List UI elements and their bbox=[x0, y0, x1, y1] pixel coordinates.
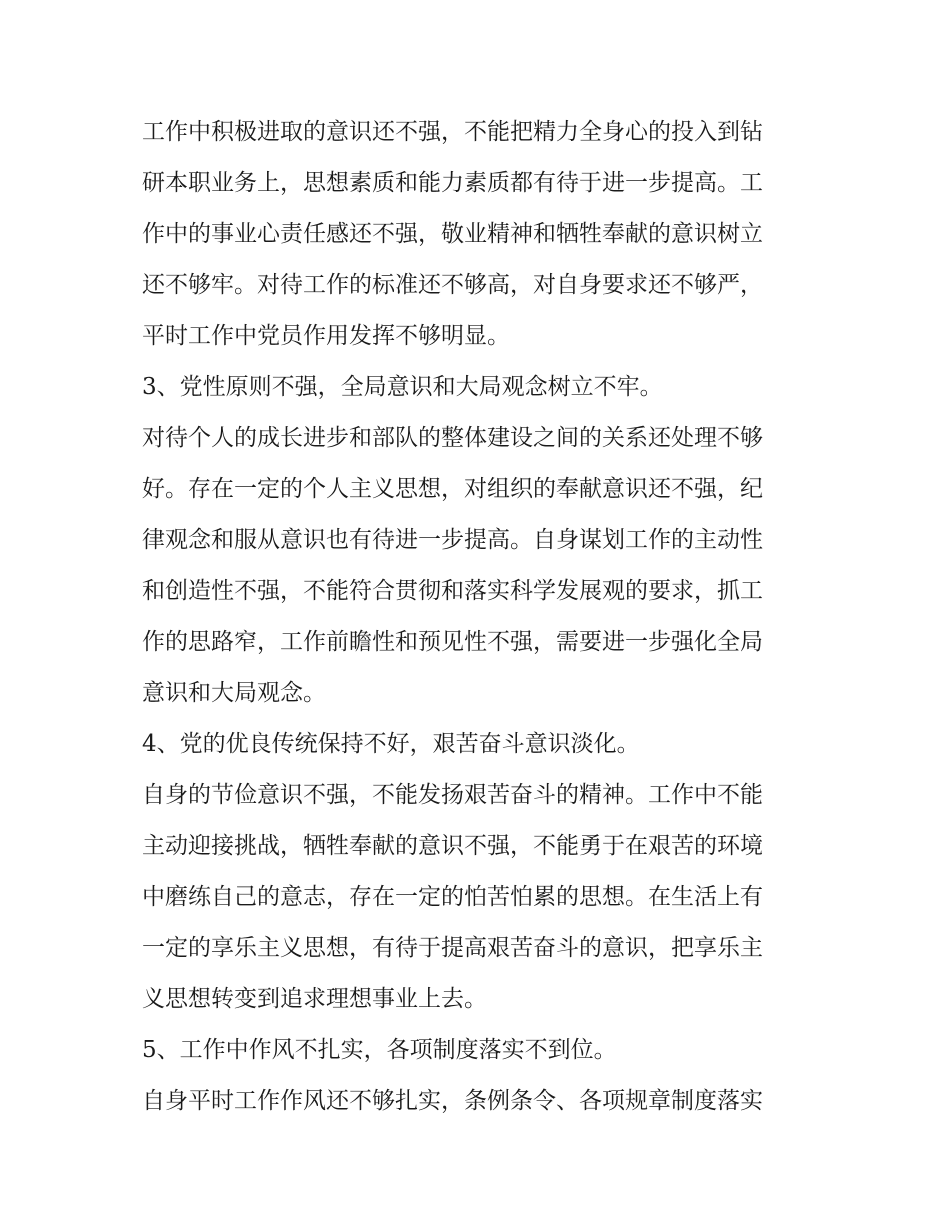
document-body bbox=[142, 107, 814, 1127]
text-line: 对待个人的成长进步和部队的整体建设之间的关系还处理不够 bbox=[142, 425, 763, 451]
text-line: 中磨练自己的意志，存在一定的怕苦怕累的思想。在生活上有 bbox=[142, 884, 763, 910]
text-line: 自身平时工作作风还不够扎实，条例条令、各项规章制度落实 bbox=[142, 1088, 763, 1114]
text-line: 平时工作中党员作用发挥不够明显。 bbox=[142, 323, 510, 349]
section-heading: 5、工作中作风不扎实，各项制度落实不到位。 bbox=[142, 1037, 617, 1063]
text-line: 自身的节俭意识不强，不能发扬艰苦奋斗的精神。工作中不能 bbox=[142, 782, 763, 808]
text-line: 义思想转变到追求理想事业上去。 bbox=[142, 986, 487, 1012]
text-line: 研本职业务上，思想素质和能力素质都有待于进一步提高。工 bbox=[142, 170, 763, 196]
text-line: 和创造性不强，不能符合贯彻和落实科学发展观的要求，抓工 bbox=[142, 578, 763, 604]
text-line: 工作中积极进取的意识还不强，不能把精力全身心的投入到钻 bbox=[142, 119, 763, 145]
text-line: 一定的享乐主义思想，有待于提高艰苦奋斗的意识，把享乐主 bbox=[142, 935, 763, 961]
text-line: 律观念和服从意识也有待进一步提高。自身谋划工作的主动性 bbox=[142, 527, 763, 553]
text-line: 主动迎接挑战，牺牲奉献的意识不强，不能勇于在艰苦的环境 bbox=[142, 833, 763, 859]
text-line: 还不够牢。对待工作的标准还不够高，对自身要求还不够严， bbox=[142, 272, 763, 298]
text-line: 意识和大局观念。 bbox=[142, 680, 326, 706]
text-line: 作的思路窄，工作前瞻性和预见性不强，需要进一步强化全局 bbox=[142, 629, 763, 655]
section-heading: 3、党性原则不强，全局意识和大局观念树立不牢。 bbox=[142, 374, 663, 400]
text-line: 好。存在一定的个人主义思想，对组织的奉献意识还不强，纪 bbox=[142, 476, 763, 502]
section-heading: 4、党的优良传统保持不好，艰苦奋斗意识淡化。 bbox=[142, 731, 640, 757]
text-line: 作中的事业心责任感还不强，敬业精神和牺牲奉献的意识树立 bbox=[142, 221, 763, 247]
